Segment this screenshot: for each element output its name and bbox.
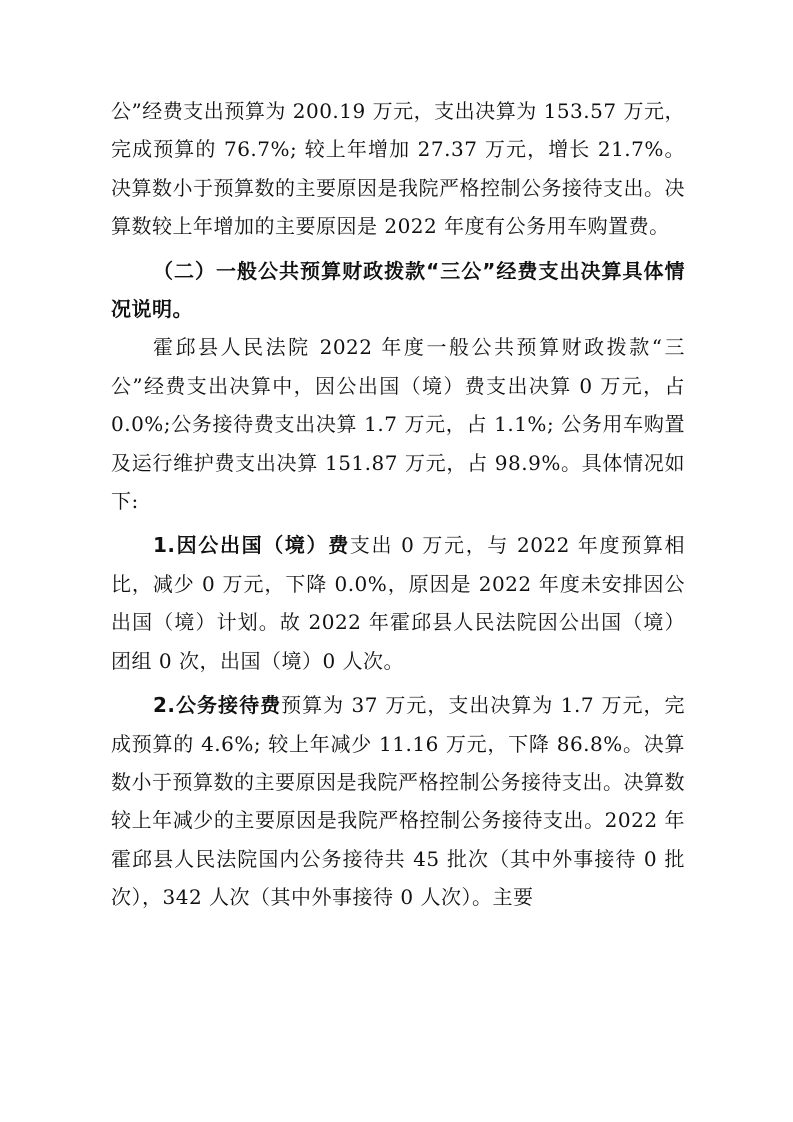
- section-heading-2: （二）一般公共预算财政拨款“三公”经费支出决算具体情况说明。: [111, 258, 685, 322]
- item-overseas-travel: [111, 526, 685, 680]
- paragraph-expenditure-summary: 公”经费支出预算为 200.19 万元，支出决算为 153.57 万元，完成预算的 76.7%; 较上年增加 27.37 万元，增长 21.7%。决算数小于预算数的主要原因是我院严格控制公务接待支出。决算数较上年增加的主要原因是 2022 年度有公务用车购置费。: [111, 99, 685, 239]
- document-page: [111, 92, 685, 917]
- paragraph-breakdown: 霍邱县人民法院 2022 年度一般公共预算财政拨款“三公”经费支出决算中，因公出国（境）费支出决算 0 万元，占 0.0%;公务接待费支出决算 1.7 万元，占 1.1%; 公务用车购置及运行维护费支出决算 151.87 万元，占 98.9%。具体情况如下:: [111, 335, 685, 514]
- item-official-reception: [111, 686, 685, 916]
- item-overseas-travel-text: 支出 0 万元，与 2022 年度预算相比，减少 0 万元，下降 0.0%，原因是 2022 年度未安排因公出国（境）计划。故 2022 年霍邱县人民法院因公出国（境）团组 0 次，出国（境）0 人次。: [111, 533, 685, 673]
- item-official-reception-text: 预算为 37 万元，支出决算为 1.7 万元，完成预算的 4.6%; 较上年减少 11.16 万元，下降 86.8%。决算数小于预算数的主要原因是我院严格控制公务接待支出。决算数较上年减少的主要原因是我院严格控制公务接待支出。2022 年霍邱县人民法院国内公务接待共 45 批次（其中外事接待 0 批次），342 人次（其中外事接待 0 人次）。主要: [111, 693, 686, 910]
- item-official-reception-label: 2.公务接待费: [153, 693, 282, 718]
- item-overseas-travel-label: 1.因公出国（境）费: [153, 533, 350, 558]
